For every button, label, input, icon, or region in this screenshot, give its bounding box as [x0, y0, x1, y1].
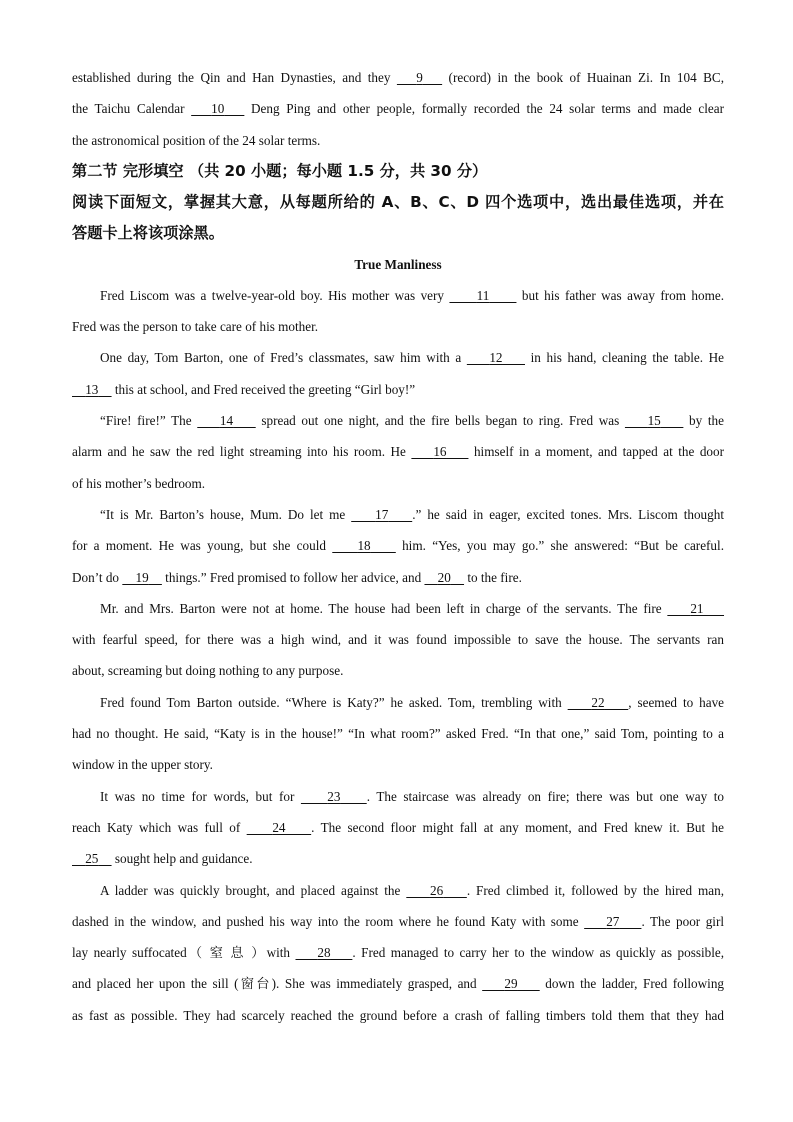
document-page [72, 62, 724, 1031]
blank-17: 17 [375, 506, 389, 522]
blank-28: 28 [317, 945, 331, 961]
passage-line: One day, Tom Barton, one of Fred’s classmates, saw him with a 12 in his hand, cleaning the table. He [100, 350, 724, 366]
blank-14: 14 [219, 413, 234, 429]
passage-line: Fred was the person to take care of his mother. [72, 319, 319, 335]
text: the astronomical position of the 24 solar terms. [72, 132, 321, 148]
passage-line: Fred Liscom was a twelve-year-old boy. His mother was very 11 but his father was away from home. [100, 287, 725, 303]
intro-line [72, 62, 724, 93]
passage-line: lay nearly suffocated（ 窒 息 ）with 28 . Fred managed to carry her to the window as quickly as possible, [72, 945, 725, 961]
blank-20: 20 [437, 569, 451, 585]
passage-line: Mr. and Mrs. Barton were not at home. The house had been left in charge of the servants. The fire 21 [72, 593, 724, 624]
blank-10: 10 [211, 101, 225, 117]
passage-line: It was no time for words, but for 23 . The staircase was already on fire; there was but one way to [100, 788, 724, 804]
passage-line: Fred found Tom Barton outside. “Where is Katy?” he asked. Tom, trembling with 22 , seemed to have [100, 694, 725, 710]
blank-18: 18 [357, 538, 371, 554]
section-heading: 第二节 完形填空 （共 20 小题；每小题 1.5 分，共 30 分） [72, 161, 488, 180]
intro-line [72, 125, 724, 156]
passage-title: True Manliness [354, 256, 442, 272]
blank-9: 9 [416, 70, 423, 85]
intro-line [72, 93, 724, 124]
blank-27: 27 [606, 913, 620, 929]
passage-line: 25 sought help and guidance. [72, 843, 724, 874]
blank-15: 15 [647, 413, 661, 429]
blank-26: 26 [429, 882, 444, 898]
passage-line: of his mother’s bedroom. [72, 475, 206, 491]
text: (record) in the book of Huainan Zi. In 104 BC, [442, 70, 725, 85]
section-instruction: 阅读下面短文，掌握其大意，从每题所给的 A、B、C、D 四个选项中，选出最佳选项，并在 [72, 192, 724, 211]
blank-19: 19 [135, 569, 149, 585]
text: established during the Qin and Han Dynasties, and they [72, 70, 397, 85]
blank-16: 16 [433, 444, 447, 460]
passage-line: A ladder was quickly brought, and placed against the 26 . Fred climbed it, followed by the hired man, [100, 882, 725, 898]
passage-line: “Fire! fire!” The 14 spread out one night, and the fire bells began to ring. Fred was 15 by the [100, 413, 724, 429]
blank-11: 11 [476, 287, 490, 303]
blank-24: 24 [272, 819, 286, 835]
blank-12: 12 [489, 350, 503, 366]
passage-line: “It is Mr. Barton’s house, Mum. Do let me 17 .” he said in eager, excited tones. Mrs. Liscom thought [100, 506, 724, 522]
blank-13: 13 [85, 381, 99, 397]
blank-22: 22 [591, 694, 605, 710]
passage-line: alarm and he saw the red light streaming into his room. He 16 himself in a moment, and tapped at the door [72, 444, 724, 460]
passage-line: with fearful speed, for there was a high wind, and it was found impossible to save the house. The servants ran [72, 632, 724, 648]
passage-line: dashed in the window, and pushed his way into the room where he found Katy with some 27 . The poor girl [72, 913, 725, 929]
blank-21: 21 [690, 600, 704, 616]
text: Deng Ping and other people, formally recorded the 24 solar terms and made clear [244, 101, 724, 117]
blank-29: 29 [504, 976, 518, 992]
passage-line: reach Katy which was full of 24 . The second floor might fall at any moment, and Fred knew it. But he [72, 819, 725, 835]
text: the Taichu Calendar [72, 101, 192, 117]
passage-line: for a moment. He was young, but she could 18 him. “Yes, you may go.” she answered: “But be careful. [72, 538, 724, 554]
blank-23: 23 [327, 788, 341, 804]
passage-line: had no thought. He said, “Katy is in the house!” “In what room?” asked Fred. “In that one,” said Tom, pointing to a [72, 726, 724, 742]
blank-25: 25 [85, 851, 99, 867]
passage-line: window in the upper story. [72, 757, 213, 773]
passage-line: and placed her upon the sill (窗台). She was immediately grasped, and 29 down the ladder, Fred following [72, 976, 725, 992]
passage-line: as fast as possible. They had scarcely reached the ground before a crash of falling timbers told them that they had [72, 1007, 724, 1023]
passage-line: about, screaming but doing nothing to any purpose. [72, 663, 344, 679]
passage-line: Don’t do 19 things.” Fred promised to follow her advice, and 20 to the fire. [72, 569, 522, 585]
section-instruction: 答题卡上将该项涂黑。 [72, 223, 224, 242]
passage-line: 13 this at school, and Fred received the greeting “Girl boy!” [72, 374, 724, 405]
